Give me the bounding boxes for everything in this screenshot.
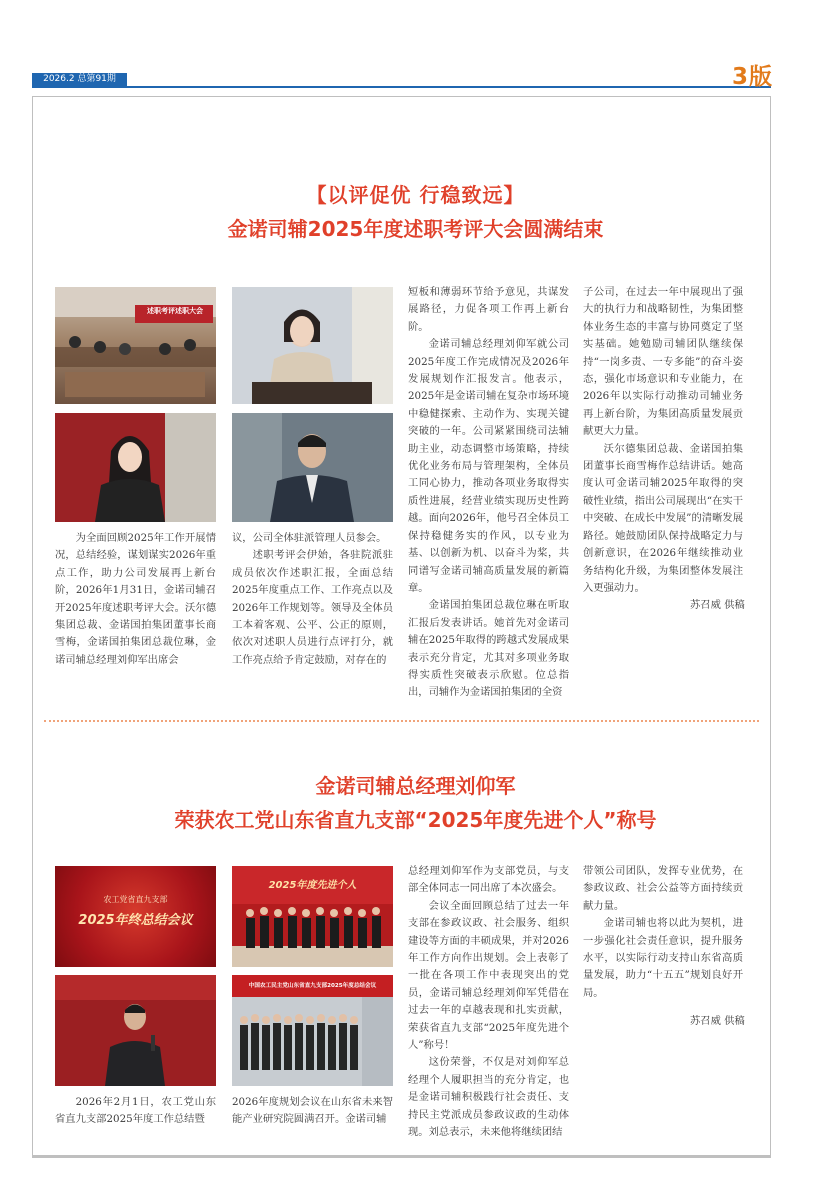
group-banner-text: 中国农工民主党山东省直九支部2025年度总结会议	[248, 983, 377, 989]
section-divider	[44, 720, 759, 722]
article2-column-1	[55, 1094, 216, 1129]
article1-paragraph: 议，公司全体驻派管理人员参会。	[232, 532, 387, 544]
photo-award-group	[232, 866, 393, 967]
article1-byline: 苏召威 供稿	[690, 599, 745, 611]
photo-group-outdoor	[232, 975, 393, 1086]
issue-label: 2026.2 总第91期	[32, 73, 127, 86]
article2-paragraph: 金诺司辅也将以此为契机，进一步强化社会责任意识，提升服务水平，以实际行动支持山东省高质量发展，助力“十五五”规划良好开局。	[583, 917, 743, 999]
article2-column-4	[583, 863, 743, 1002]
photo-meeting-room	[55, 287, 216, 404]
footer-rule	[32, 1156, 771, 1158]
photo-speaker-woman	[232, 287, 393, 404]
article1-column-3	[408, 284, 569, 702]
article1-headline-line1: 【以评促优 行稳致远】	[306, 183, 525, 207]
photo-woman-red-background	[55, 413, 216, 522]
article2-paragraph: 总经理刘仰军作为支部党员，与支部全体同志一同出席了本次盛会。	[408, 865, 569, 895]
article1-paragraph: 为全面回顾2025年工作开展情况，总结经验，谋划谋实2026年重点工作，助力公司发展再上新台阶，2026年1月31日，金诺司辅召开2025年度述职考评大会。沃尔德集团总裁、金诺国拍集团董事长商雪梅，金诺国拍集团总裁位琳，金诺司辅总经理刘仰军出席会	[55, 532, 216, 666]
article2-column-3	[408, 863, 569, 1142]
page-number: 3版	[731, 64, 773, 90]
photo-annual-meeting-screen	[55, 866, 216, 967]
article1-column-2	[232, 530, 393, 669]
screen-text-line2: 2025年终总结会议	[78, 913, 193, 928]
article1-paragraph: 子公司，在过去一年中展现出了强大的执行力和战略韧性，为集团整体业务生态的丰富与协同奠定了坚实基础。她勉励司辅团队继续保持“一岗多责、一专多能”的奋斗姿态，强化市场意识和专业能力，在2026年以实际行动推动司辅业务再上新台阶，为集团高质量发展贡献更大力量。	[583, 286, 743, 438]
article1-column-4	[583, 284, 743, 597]
screen-text-line1: 农工党省直九支部	[103, 895, 168, 904]
header-rule	[32, 86, 771, 88]
article1-paragraph: 金诺司辅总经理刘仰军就公司2025年度工作完成情况及2026年发展规划作汇报发言。他表示，2025年是金诺司辅在复杂市场环境中稳健探索、主动作为、实现关键突破的一年。公司紧紧围绕司法辅助主业，动态调整市场策略，持续优化业务布局与管理架构，全体员工同心协力，推动各项业务取得实质性进展，经营业绩实现历史性跨越。面向2026年，他号召全体员工保持稳健务实的作风，以专业为基、以创新为机、以奋斗为桨，共同谱写金诺司辅高质量发展的新篇章。	[408, 338, 569, 594]
meeting-banner-text: 述职考评述职大会	[147, 307, 203, 315]
article1-column-1	[55, 530, 216, 669]
article2-paragraph: 这份荣誉，不仅是对刘仰军总经理个人履职担当的充分肯定，也是金诺司辅积极践行社会责任、支持民主党派成员参政议政的生动体现。刘总表示，未来他将继续团结	[408, 1056, 569, 1139]
article2-paragraph: 会议全面回顾总结了过去一年支部在参政议政、社会服务、组织建设等方面的丰硕成果，并对2026年工作方向作出规划。会上表彰了一批在各项工作中表现突出的党员，金诺司辅总经理刘仰军凭借在过去一年的卓越表现和扎实贡献，荣获省直九支部“2025年度先进个人”称号！	[408, 899, 569, 1052]
article1-paragraph: 述职考评会伊始，各驻院派驻成员依次作述职汇报，全面总结2025年度重点工作、工作亮点以及2026年工作规划等。领导及全体员工本着客观、公平、公正的原则，依次对述职人员进行点评打分，就工作亮点给予肯定鼓励，对存在的	[232, 549, 393, 666]
article2-headline-line2: 荣获农工党山东省直九支部“2025年度先进个人”称号	[174, 808, 657, 832]
article2-paragraph: 带领公司团队，发挥专业优势，在参政议政、社会公益等方面持续贡献力量。	[583, 865, 743, 912]
article2-headline-line1: 金诺司辅总经理刘仰军	[315, 774, 516, 798]
photo-speaker-podium	[55, 975, 216, 1086]
article1-paragraph: 短板和薄弱环节给予意见，共谋发展路径，力促各项工作再上新台阶。	[408, 286, 569, 333]
article1-headline-line2: 金诺司辅2025年度述职考评大会圆满结束	[227, 217, 604, 241]
article2-paragraph: 2026年2月1日，农工党山东省直九支部2025年度工作总结暨	[55, 1096, 216, 1126]
article2-paragraph: 2026年度规划会议在山东省未来智能产业研究院圆满召开。金诺司辅	[232, 1096, 393, 1126]
article1-paragraph: 沃尔德集团总裁、金诺国拍集团董事长商雪梅作总结讲话。她高度认可金诺司辅2025年取得的突破性业绩，指出公司展现出“在实干中突破、在成长中发展”的清晰发展路径。她鼓励团队保持战略定力与创新意识，在2026年继续推动业务结构化升级，为集团整体发展注入更强动力。	[583, 442, 743, 594]
article1-paragraph: 金诺国拍集团总裁位琳在听取汇报后发表讲话。她首先对金诺司辅在2025年取得的跨越式发展成果表示充分肯定，尤其对多项业务取得实质性突破表示欣慰。位总指出，司辅作为金诺国拍集团的全资	[408, 599, 569, 699]
photo-man-speaker	[232, 413, 393, 522]
article2-byline: 苏召威 供稿	[690, 1015, 745, 1027]
article2-column-2	[232, 1094, 393, 1129]
award-screen-text: 2025年度先进个人	[268, 880, 357, 891]
